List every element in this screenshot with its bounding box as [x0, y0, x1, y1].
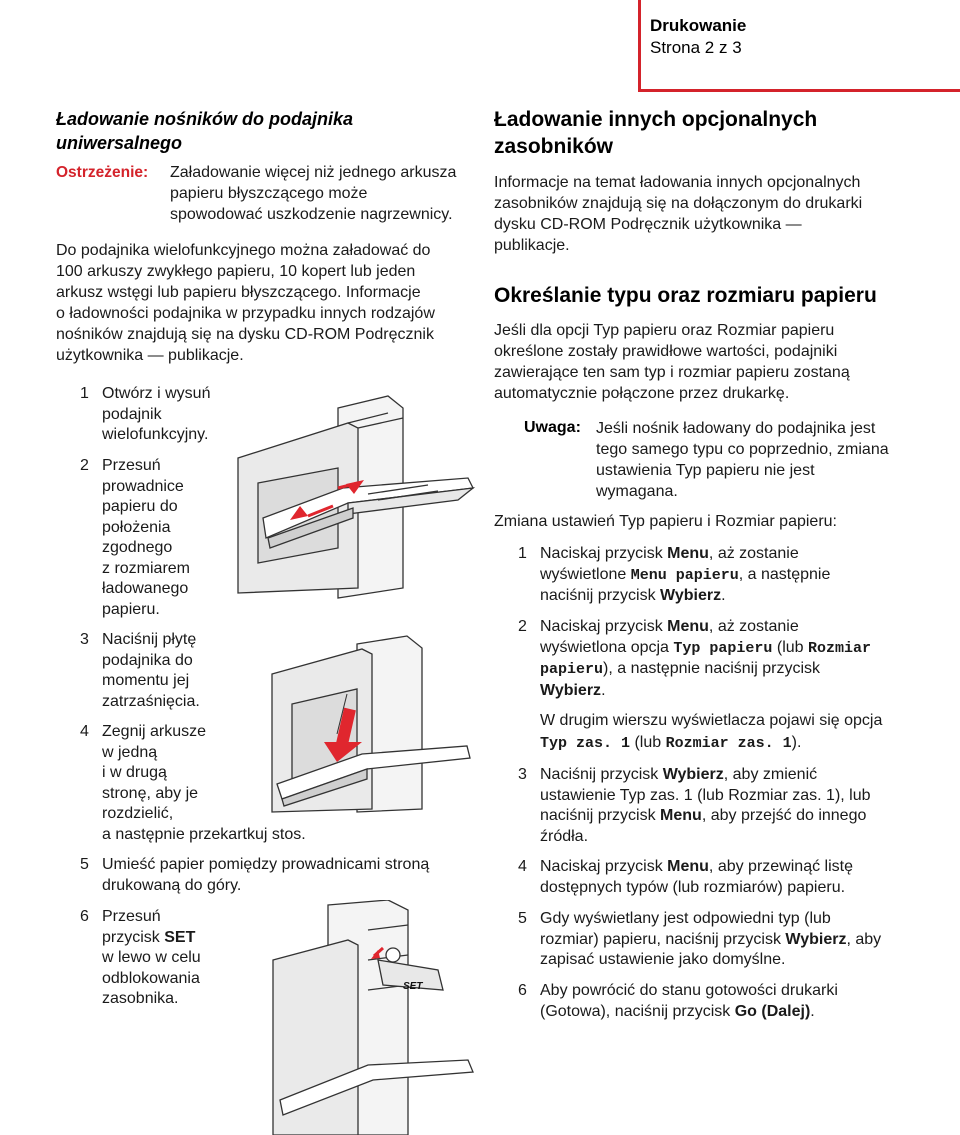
- set-button-icon: [386, 948, 400, 962]
- illustration-open-tray: [228, 388, 476, 600]
- right-heading-2: Określanie typu oraz rozmiaru papieru: [494, 284, 877, 307]
- intro-paragraph: Do podajnika wielofunkcyjnego można załadować do 100 arkuszy zwykłego papieru, 10 kopert lub jeden arkusz wstęgi lub papieru błyszczącego. Informacje o ładowności podajnika w przypadku innych rodzajów nośników znajdują się na dysku CD-ROM Podręcznik użytkownika — publikacje.: [56, 242, 435, 364]
- header-title: Drukowanie: [650, 16, 747, 35]
- note-label: Uwaga:: [524, 419, 581, 436]
- right-step-2-note: W drugim wierszu wyświetlacza pojawi się opcja Typ zas. 1 (lub Rozmiar zas. 1).: [540, 712, 883, 752]
- illustration-load-paper: [262, 634, 472, 814]
- header-rule-vertical: [638, 0, 641, 92]
- header-page-number: Strona 2 z 3: [650, 38, 742, 57]
- warning-label: Ostrzeżenie:: [56, 164, 149, 181]
- header-rule-horizontal: [638, 89, 960, 92]
- set-label: SET: [403, 981, 423, 992]
- right-paragraph-3: Zmiana ustawień Typ papieru i Rozmiar papieru:: [494, 513, 837, 530]
- right-heading-1: Ładowanie innych opcjonalnych zasobników: [494, 108, 818, 158]
- illustration-set-button: [268, 900, 478, 1135]
- warning-text: Załadowanie więcej niż jednego arkusza papieru błyszczącego może spowodować uszkodzenie nagrzewnicy.: [170, 164, 457, 223]
- left-heading: Ładowanie nośników do podajnika uniwersalnego: [56, 109, 354, 153]
- right-paragraph-1: Informacje na temat ładowania innych opcjonalnych zasobników znajdują się na dołączonym do drukarki dysku CD-ROM Podręcznik użytkownika — publikacje.: [494, 174, 863, 254]
- right-paragraph-2: Jeśli dla opcji Typ papieru oraz Rozmiar papieru określone zostały prawidłowe wartości, podajniki zawierające ten sam typ i rozmiar papieru zostaną automatycznie połączone przez drukarkę.: [494, 322, 850, 402]
- note-text: Jeśli nośnik ładowany do podajnika jest tego samego typu co poprzednio, zmiana ustawienia Typ papieru nie jest wymagana.: [596, 420, 889, 500]
